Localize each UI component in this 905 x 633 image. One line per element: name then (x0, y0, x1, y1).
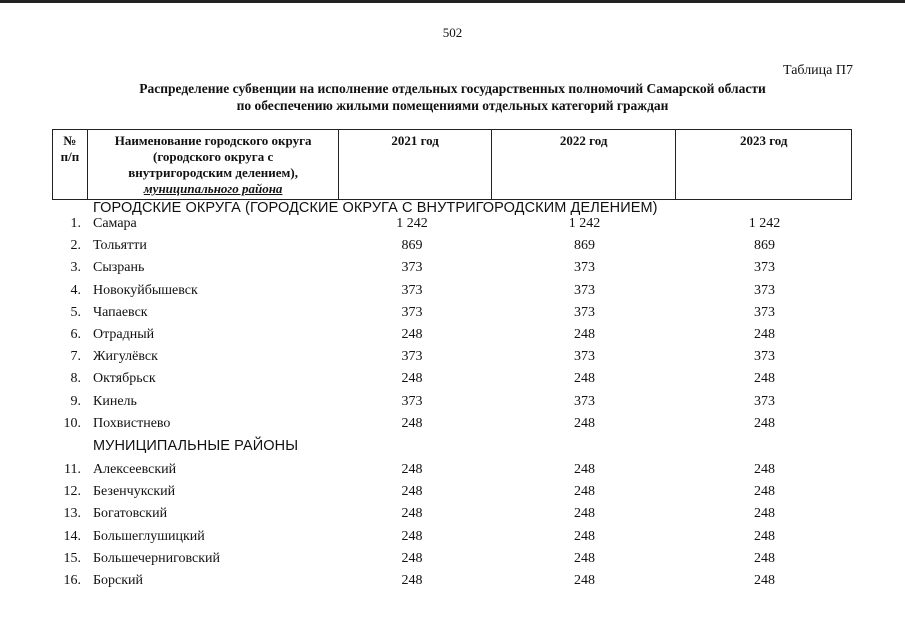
row-name: Отрадный (93, 327, 155, 342)
value-2021: 373 (401, 393, 423, 409)
value-2021: 248 (401, 371, 423, 387)
value-2022: 1 242 (568, 216, 601, 231)
value-2023: 248 (754, 484, 775, 500)
value-2022: 373 (574, 393, 595, 409)
row-number: 2. (70, 238, 81, 254)
row-name: Борский (93, 573, 144, 588)
value-2021: 248 (401, 327, 423, 342)
value-2021: 373 (401, 282, 423, 298)
value-2023: 248 (754, 573, 775, 588)
row-name: Сызрань (93, 260, 145, 276)
header-2021: 2021 год (339, 130, 492, 199)
top-border-line (0, 0, 905, 3)
header-name-line-2: (городского округа с (152, 149, 274, 164)
value-2023: 248 (754, 462, 775, 477)
value-2023: 373 (754, 282, 775, 298)
value-2021: 1 242 (396, 216, 428, 231)
value-2023: 869 (754, 238, 775, 254)
title-line-2: по обеспечению жилыми помещениями отдельных категорий граждан (236, 98, 669, 113)
row-number: 13. (63, 506, 81, 522)
row-number: 1. (70, 216, 81, 231)
table-row (52, 327, 852, 349)
value-2021: 373 (401, 349, 423, 365)
row-number: 4. (70, 282, 81, 298)
row-name: Большеглушицкий (93, 528, 205, 544)
table-row (52, 551, 852, 573)
header-2023: 2023 год (739, 133, 788, 148)
row-number: 16. (63, 573, 81, 588)
value-2022: 248 (574, 462, 595, 477)
value-2023: 248 (754, 506, 775, 522)
row-name: Кинель (93, 393, 137, 409)
value-2022: 373 (574, 304, 595, 320)
value-2021: 248 (401, 550, 423, 566)
header-num-line-1: № (63, 133, 77, 148)
value-2022: 373 (574, 260, 595, 276)
row-name: Тольятти (93, 238, 147, 254)
section-title: МУНИЦИПАЛЬНЫЕ РАЙОНЫ (93, 438, 299, 454)
value-2021: 869 (401, 238, 423, 254)
table-row (52, 349, 852, 371)
section-title: ГОРОДСКИЕ ОКРУГА (ГОРОДСКИЕ ОКРУГА С ВНУТРИГОРОДСКИМ ДЕЛЕНИЕМ) (93, 200, 658, 216)
table-row (52, 416, 852, 438)
row-name: Чапаевск (93, 304, 148, 320)
table-row (52, 260, 852, 282)
value-2022: 248 (574, 573, 595, 588)
value-2022: 248 (574, 484, 595, 500)
header-num (53, 130, 88, 199)
value-2021: 248 (401, 528, 423, 544)
value-2021: 373 (401, 260, 423, 276)
table-label: Таблица П7 (783, 63, 853, 78)
value-2023: 373 (754, 304, 775, 320)
value-2021: 248 (401, 462, 423, 477)
page-number: 502 (442, 25, 463, 40)
table-row (52, 371, 852, 393)
table-row (52, 394, 852, 416)
row-name: Жигулёвск (93, 349, 158, 365)
row-name: Самара (93, 216, 137, 231)
table-row (52, 529, 852, 551)
table-row (52, 573, 852, 595)
value-2021: 248 (401, 573, 423, 588)
row-number: 9. (70, 393, 81, 409)
value-2022: 248 (574, 415, 595, 431)
table-row (52, 216, 852, 238)
value-2022: 373 (574, 349, 595, 365)
row-number: 3. (70, 260, 81, 276)
value-2023: 1 242 (748, 216, 781, 231)
row-number: 10. (63, 415, 81, 431)
row-name: Безенчукский (93, 484, 176, 500)
header-num-line-2: п/п (60, 149, 80, 164)
table-row (52, 506, 852, 528)
row-name: Большечерниговский (93, 550, 221, 566)
row-number: 5. (70, 304, 81, 320)
value-2022: 248 (574, 371, 595, 387)
row-number: 14. (63, 528, 81, 544)
row-number: 8. (70, 371, 81, 387)
table-row (52, 305, 852, 327)
row-name: Октябрьск (93, 371, 156, 387)
value-2023: 248 (754, 371, 775, 387)
row-number: 12. (63, 484, 81, 500)
value-2023: 373 (754, 260, 775, 276)
value-2023: 248 (754, 327, 775, 342)
value-2023: 248 (754, 415, 775, 431)
value-2023: 248 (754, 528, 775, 544)
value-2021: 248 (401, 484, 423, 500)
row-number: 11. (64, 462, 81, 477)
value-2021: 248 (401, 415, 423, 431)
header-2022: 2022 год (492, 130, 677, 199)
value-2022: 248 (574, 506, 595, 522)
document-title (0, 80, 905, 114)
value-2023: 373 (754, 393, 775, 409)
header-name-line-4: муниципального района (143, 181, 283, 196)
header-name-line-3: внутригородским делением), (128, 165, 298, 180)
value-2022: 869 (574, 238, 595, 254)
table-row (52, 462, 852, 484)
value-2022: 248 (574, 550, 595, 566)
row-name: Похвистнево (93, 415, 171, 431)
row-number: 15. (63, 550, 81, 566)
value-2023: 373 (754, 349, 775, 365)
value-2022: 248 (574, 528, 595, 544)
value-2021: 373 (401, 304, 423, 320)
row-name: Алексеевский (93, 462, 177, 477)
value-2023: 248 (754, 550, 775, 566)
title-line-1: Распределение субвенции на исполнение отдельных государственных полномочий Самарской области (139, 81, 766, 96)
header-name-line-1: Наименование городского округа (114, 133, 312, 148)
row-number: 7. (70, 349, 81, 365)
table-header (52, 129, 852, 200)
value-2021: 248 (401, 506, 423, 522)
table-row (52, 238, 852, 260)
value-2022: 248 (574, 327, 595, 342)
table-row (52, 283, 852, 305)
row-name: Богатовский (93, 506, 168, 522)
table-row (52, 484, 852, 506)
value-2022: 373 (574, 282, 595, 298)
header-name (88, 130, 339, 199)
row-name: Новокуйбышевск (93, 282, 198, 298)
row-number: 6. (70, 327, 81, 342)
